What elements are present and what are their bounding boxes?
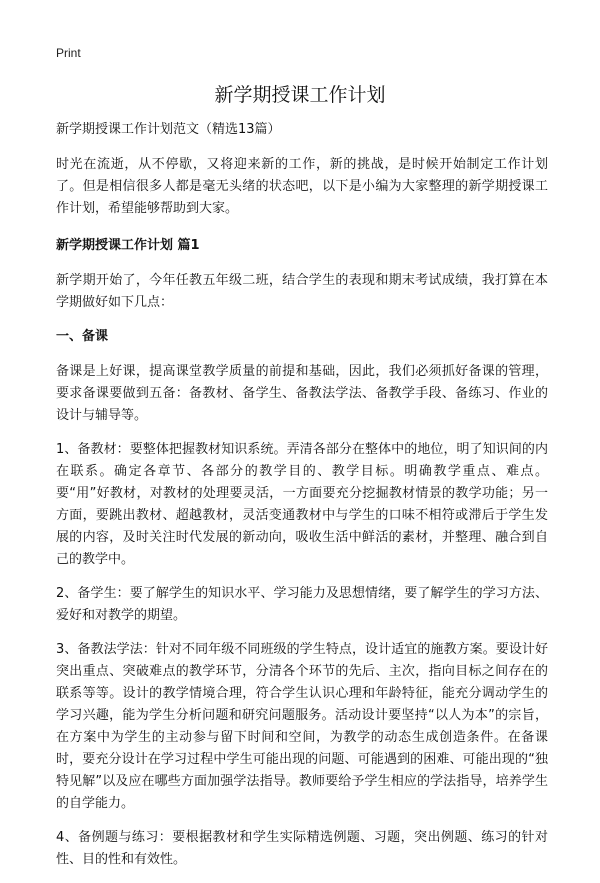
document-subtitle: 新学期授课工作计划范文（精选13篇） <box>56 122 281 137</box>
part-heading: 一、备课 <box>56 329 109 344</box>
paragraph-prep-materials: 1、备教材：要整体把握教材知识系统。弄清各部分在整体中的地位，明了知识间的内在联系。确定各章节、各部分的教学目的、教学目标。明确教学重点、难点。要“用”好教材，对教材的处理要灵活，一方面要充分挖掘教材情景的教学功能；另一方面，要跳出教材、超越教材，灵活变通教材中与学生的口味不相符或滞后于学生发展的内容，及时关注时代发展的新动向，吸收生活中鲜活的素材，并整理、融合到自己的教学中。 <box>56 442 548 567</box>
section-heading: 新学期授课工作计划 篇1 <box>56 238 200 253</box>
page-title: 新学期授课工作计划 <box>214 84 386 106</box>
paragraph-prep-students: 2、备学生：要了解学生的知识水平、学习能力及思想情绪，要了解学生的学习方法、爱好和对教学的期望。 <box>56 586 548 623</box>
intro-paragraph: 时光在流逝，从不停歇，又将迎来新的工作，新的挑战，是时候开始制定工作计划了。但是相信很多人都是毫无头绪的状态吧，以下是小编为大家整理的新学期授课工作计划，希望能够帮助到大家。 <box>56 157 548 216</box>
paragraph-prep-methods: 3、备教法学法：针对不同年级不同班级的学生特点，设计适宜的施教方案。要设计好突出重点、突破难点的教学环节，分清各个环节的先后、主次，指向目标之间存在的联系等等。设计的教学情境合理，符合学生认识心理和年龄特征，能充分调动学生的学习兴趣，能为学生分析问题和研究问题服务。活动设计要坚持“以人为本”的宗旨，在方案中为学生的主动参与留下时间和空间，为教学的动态生成创造条件。在备课时，要充分设计在学习过程中学生可能出现的问题、可能遇到的困难、可能出现的“独特见解”以及应在哪些方面加强学法指导。教师要给予学生相应的学法指导，培养学生的自学能力。 <box>56 642 548 811</box>
section-intro-paragraph: 新学期开始了，今年任教五年级二班，结合学生的表现和期末考试成绩，我打算在本学期做好如下几点： <box>56 273 548 310</box>
paragraph-prep-examples: 4、备例题与练习：要根据教材和学生实际精选例题、习题，突出例题、练习的针对性、目的性和有效性。 <box>56 830 548 867</box>
document-content <box>56 119 548 883</box>
print-link[interactable]: Print <box>56 46 81 60</box>
paragraph-lesson-prep: 备课是上好课，提高课堂教学质量的前提和基础，因此，我们必须抓好备课的管理，要求备课要做到五备：备教材、备学生、备教法学法、备教学手段、备练习、作业的设计与辅导等。 <box>56 364 548 423</box>
